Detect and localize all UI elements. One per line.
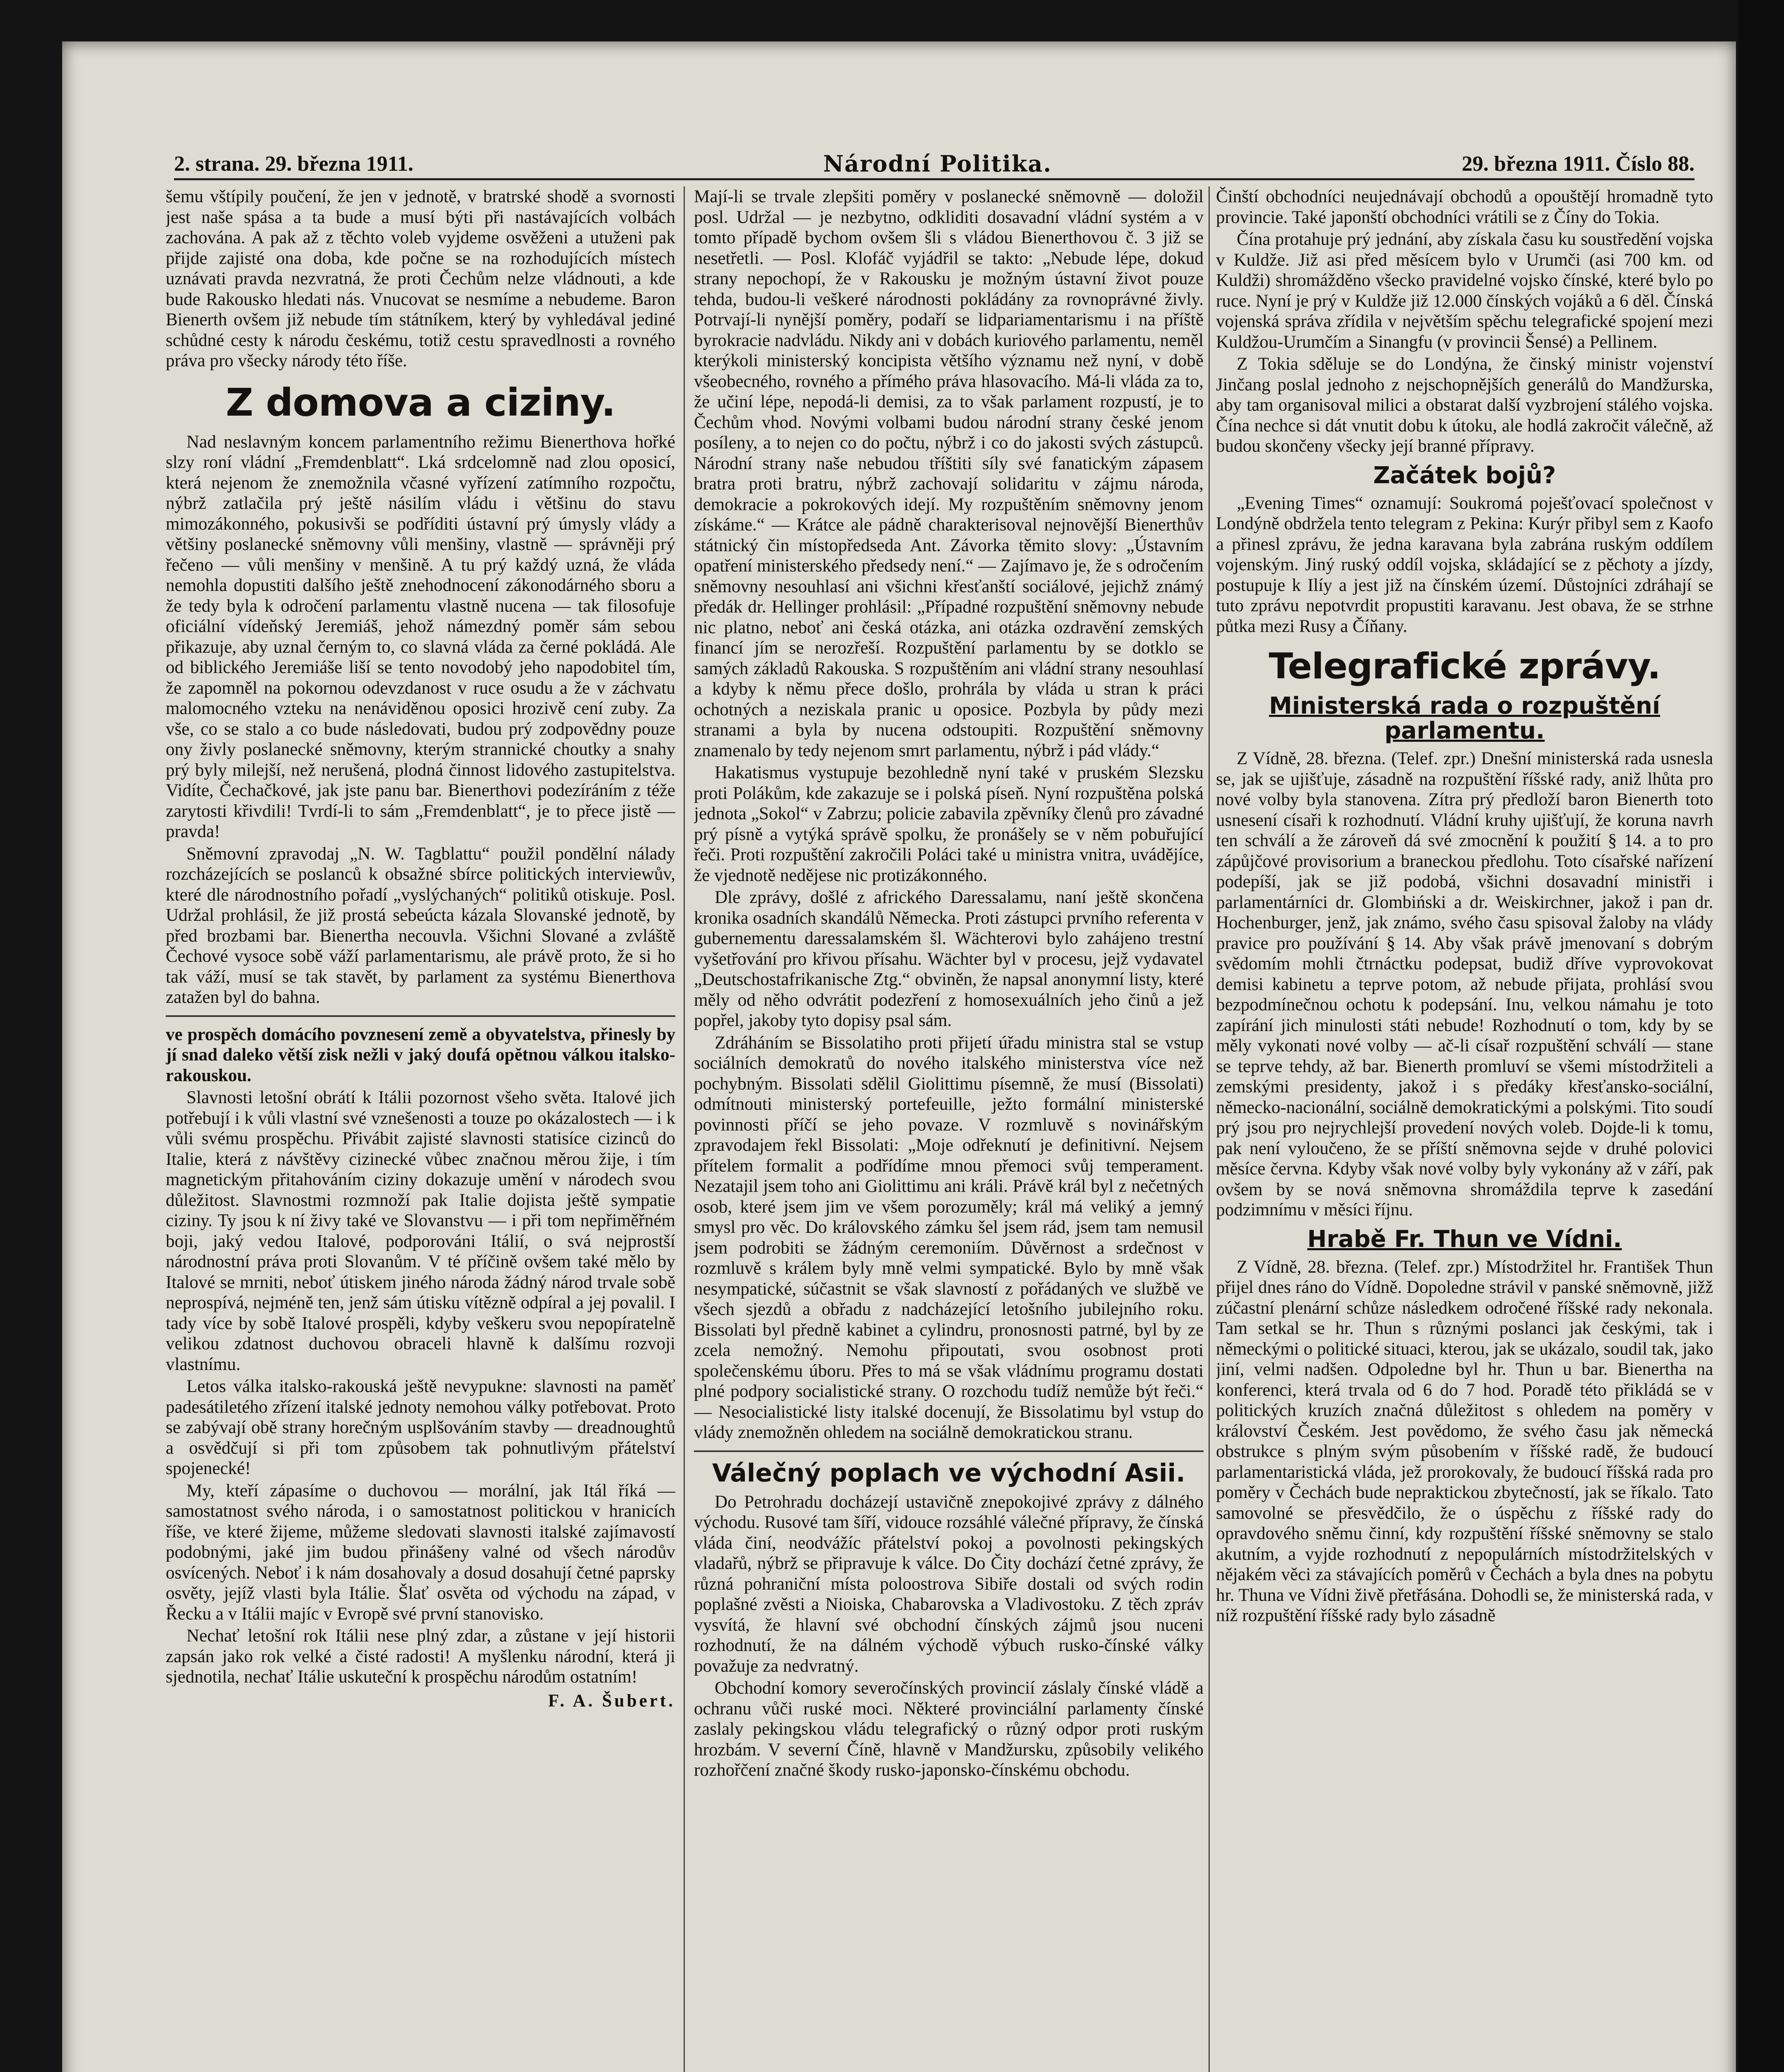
header-right: 29. března 1911. Číslo 88. bbox=[1462, 152, 1695, 176]
paragraph: Nad neslavným koncem parlamentního režimu Bienerthova hořké slzy roní vládní „Fremdenblatt“. Lká srdcelomně nad zlou oposicí, která nejenom že znemožnila včasné vyřízení zatímního rozpočtu, nýbrž zatlačila prý ještě násilím vládu i většinu do stavu mimozákonného, pokusivši se podříditi ústavní prý úmysly vlády a většiny poslanecké sněmovny vůli menšiny, vlastně — správněji prý řečeno — vůli menšiny v menšině. A tu prý každý uzná, že vláda nemohla dopustiti dalšího ještě znehodnocení zákonodárného sboru a že tedy byla k odročení parlamentu vlastně nucena — tak filosofuje oficiální vídeňský Jeremiáš, jehož námezdný poměr sám sebou přikazuje, aby uznal černým to, co slavná vláda za černé pokládá. Ale od biblického Jeremiáše liší se tento novodobý jeho napodobitel tím, že zapomněl na pokornou odevzdanost v ruce osudu a že v záchvatu malomocného vzteku na nenáviděnou oposici hrozivě cení zuby. Za vše, co se stalo a co bude následovati, budou prý zodpovědny pouze ony živly poslanecké sněmovny, kterým strannické choutky a snahy prý byly milejší, než nerušená, plodná činnost lidového zastupitelstva. Vidíte, Čechačkové, jak jste panu bar. Bienerthovi podezíráním z téže zarytosti křivdili! Tvrdí-li to sám „Fremdenblatt“, je to přece jistě — pravda! bbox=[166, 432, 675, 841]
paragraph: Obchodní komory severočínských provincií záslaly čínské vládě a ochranu vůči ruské moci. Některé provinciální parlamenty čínské zaslaly pekingskou vládu telegrafický o různý odpor proti ruským hrozbám. V severní Číně, hlavně v Mandžursku, způsobily velikého rozhořčení značné škody rusko-japonsko-čínskému obchodu. bbox=[694, 1678, 1204, 1780]
column-rule-2 bbox=[1209, 186, 1210, 2072]
separator bbox=[166, 1015, 675, 1017]
subheading-ministerska-rada: Ministerská rada o rozpuštění parlamentu. bbox=[1269, 692, 1661, 744]
paragraph: Sněmovní zpravodaj „N. W. Tagblattu“ použil pondělní nálady rozcházejících se poslanců k obsažné sbírce politických interviewův, které dle národnostního pořadí „vyslýchaných“ politiků otiskuje. Posl. Udržal prohlásil, že již prostá sebeúcta kázala Slovanské jednotě, by před brozbami bar. Bienertha necouvla. Všichni Slované a zvláště Čechové vysoce sobě váží parlamentarismu, ale právě proto, že si ho tak váží, musí se tak stavět, by parlament za systému Bienerthova zatažen byl do bahna. bbox=[166, 844, 675, 1007]
column-rule-1 bbox=[684, 186, 685, 2072]
paragraph: My, kteří zápasíme o duchovou — morální, jak Itál říká — samostatnost svého národa, i o samostatnost politickou v hranicích říše, ve které žijeme, můžeme sledovati slavnosti italské zajímavostí podobnými, jaké jim budou přinášeny valné od všech národův osvícených. Neboť i k nám dosahovaly a dosud dosahují četné paprsky osvěty, jejíž vlasti byla Itálie. Šlať osvěta od východu na západ, v Řecku a v Itálii majíc v Evropě své první stanovisko. bbox=[166, 1481, 675, 1624]
paragraph: Hakatismus vystupuje bezohledně nyní také v pruském Slezsku proti Polákům, kde zakazuje se i polská píseň. Nyní rozpuštěna polská jednota „Sokol“ v Zabrzu; policie zabavila zpěvníky členů pro závadné prý písně a vytýká správě spolku, že pronášely se v něm pobuřující řeči. Proti rozpuštění zakročili Poláci také u ministra vnitra, uvádějíce, že vjednotě nedějese nic protizákonného. bbox=[694, 763, 1204, 885]
section-title-asie: Válečný poplach ve východní Asii. bbox=[712, 1458, 1186, 1488]
page-header bbox=[174, 149, 1695, 180]
paragraph: Činští obchodníci neujednávají obchodů a opouštějí hromadně tyto provincie. Také japonští obchodníci vrátili se z Číny do Tokia. bbox=[1216, 187, 1713, 227]
paragraph: ve prospěch domácího povznesení země a obyvatelstva, přinesly by jí snad daleko větší zisk nežli v jaký doufá opětnou válkou italsko-rakouskou. bbox=[166, 1024, 675, 1085]
column-1 bbox=[166, 186, 675, 2072]
paragraph: šemu vštípily poučení, že jen v jednotě, v bratrské shodě a svornosti jest naše spása a ta bude a musí býti při nastávajících volbách zachována. A pak až z těchto voleb vyjdeme osvěženi a utuženi pak přijde zajisté ona doba, kde počne se na rozhodujících místech uznávati pravda nezvratná, že proti Čechům nelze vládnouti, a kde bude Rakousko hledati nás. Vnucovat se nesmíme a nebudeme. Baron Bienerth ovšem již nebude tím státníkem, který by vyhledával jediné schůdné cesty k národu českému, totiž cestu spravedlnosti a rovného práva pro všecky národy této říše. bbox=[166, 187, 675, 370]
paragraph: „Evening Times“ oznamují: Soukromá poješťovací společnost v Londýně obdržela tento telegram z Pekina: Kurýr přibyl sem z Kaofo a přinesl zprávu, že jedna karavana byla zabrána ruským oddílem vojenským. Jiný ruský oddíl vojska, skládající se z pěchoty a jízdy, postupuje k Ilíy a jest již na čínském území. Důstojníci zdráhají se tuto zprávu nepotvrdit propustiti karavanu. Jest obava, že se strhne půtka mezi Rusy a Číňany. bbox=[1216, 493, 1713, 636]
paragraph: Slavnosti letošní obrátí k Itálii pozornost všeho světa. Italové jich potřebují i k vůli vlastní své vznešenosti a touze po okázalostech — i k vůli svému prospěchu. Přivábit zajisté slavnosti statisíce cizinců do Italie, která z návštěvy cizinecké vůbec značnou měrou žije, i tím magnetickým přitahováním ciziny dokazuje umění v národech svou důležitost. Slavnostmi rozmnoží pak Italie dojista ještě sympatie ciziny. Ty jsou k ní živy také ve Slovanstvu — i při tom nepřiměřném boji, jaký vedou Italové, podporováni Itálií, o svá nejprostší národnostní práva proti Slovanům. V té příčině ovšem také mělo by Italové se mrniti, neboť útiskem jiného národa žádný národ trvale sobě neprospívá, nejméně ten, jenž sám útisku vítězně odpíral a jej povalil. I tady více by sobě Italové prospěli, kdyby veškeru svou nepopíratelně velikou zdatnost duchovou obraceli hlavně k dalšímu rozvoji vlastnímu. bbox=[166, 1088, 675, 1374]
column-2 bbox=[694, 186, 1204, 2072]
paragraph: Do Petrohradu docházejí ustavičně znepokojivé zprávy z dálného východu. Rusové tam šíří, vidouce rozsáhlé válečné přípravy, že čínská vláda činí, neodvážíc přátelství pokoj a povolnosti pekingských vladařů, nýbrž se připravuje k válce. Do Čity dochází četné zprávy, že různá pohraniční místa poloostrova Sibiře dostali od svých rodin poplašné zvěsti a Nioiska, Chabarovska a Vladivostoku. Z těch zpráv vysvítá, že hlavní své obchodní čínských zájmů jsou nuceni rozhodnutí, že na dálném východě výbuch rusko-čínské války považuje za nedvratný. bbox=[694, 1492, 1204, 1676]
paragraph: Z Vídně, 28. března. (Telef. zpr.) Místodržitel hr. František Thun přijel dnes ráno do Vídně. Dopoledne strávil v panské sněmovně, jižž zúčastní plenární schůze následkem odročené říšské rady nekonala. Tam setkal se hr. Thun s různými poslanci jak českými, tak i německými o politické situaci, kterou, jak se ukázalo, soudil tak, jako jiní, velmi nadšen. Odpoledne byl hr. Thun u bar. Bienertha na konferenci, která trvala od 6 do 7 hod. Poradě této přikládá se v politických kruzích značná důležitost s ohledem na poměry v království Českém. Jest povědomo, že svého času jak německá obstrukce s plným svým působením v říšské radě, že budoucí parlamentaristická vláda, jež prorokovaly, že budoucí říšská rada pro poměry v Čechách bude nepraktickou zbytečností, jak se říkalo. Tato samovolné se přesvědčilo, že o úspěchu z říšské rady do opravdového sněmu činní, kdy rozpuštění říšské sněmovny se stalo akutním, a vyjde rozhodnutí z nepopulárních místodržitelských v nějakém věci za stávajících poměrů v Čechách a byla dnes na pobytu hr. Thuna ve Vídni živě přetřásána. Dohodli se, že ministerská rada, v níž rozpuštění říšské rady bylo zásadně bbox=[1216, 1257, 1713, 1625]
paragraph: Nechať letošní rok Itálii nese plný zdar, a zůstane v její historii zapsán jako rok velké a čisté radosti! A myšlenku národní, která ji sjednotila, nechať Itálie uskuteční k prospěchu národům ostatním! bbox=[166, 1626, 675, 1687]
scan-edge bbox=[1738, 0, 1784, 2072]
section-title-domova: Z domova a ciziny. bbox=[225, 380, 616, 425]
subheading-zacatek-boju: Začátek bojů? bbox=[1373, 462, 1556, 489]
separator bbox=[694, 1450, 1204, 1452]
paragraph: Z Tokia sděluje se do Londýna, že činský ministr vojenství Jinčang poslal jednoho z nejschopnějších generálů do Mandžurska, aby tam organisoval milici a obstarat další vyzbrojení stálého vojska. Čína nechce si dát vnutit dobu k útoku, ale hodlá zakročit válečně, až budou skončeny všecky její branné přípravy. bbox=[1216, 354, 1713, 456]
paragraph: Dle zprávy, došlé z afrického Daressalamu, naní ještě skončena kronika osadních skandálů Německa. Proti zástupci prvního referenta v gubernementu daressalamském šl. Wächterovi bylo zahájeno trestní vyšetřování pro křivou přísahu. Wächter byl v procesu, jejž vydavatel „Deutschostafrikanische Ztg.“ obviněn, že napsal anonymní listy, které měly od něho odvrátit podezření z homosexuálních jeho činů a jež popřel, jakoby tyto dopisy psal sám. bbox=[694, 888, 1204, 1030]
paragraph: Z Vídně, 28. března. (Telef. zpr.) Dnešní ministerská rada usnesla se, jak se ujišťuje, zásadně na rozpuštění říšské rady, aniž lhůta pro nové volby byla stanovena. Zítra prý předloží baron Bienerth toto usnesení císaři k rozhodnutí. Vládní kruhy ujišťují, že koruna navrh ten schválí a že zároveň dá své zmocnění k použití § 14. a to pro zápůjčové provisorium a braneckou předlohu. Toto císařské nařízení podepíší, jak se již podobá, všichni dosavadní ministři i parlamentárníci dr. Glombiński a dr. Weiskirchner, jakož i pan dr. Hochenburger, jenž, jak známo, svého času spisoval žaloby na vlády pravice pro používání § 14. Aby však právě jmenovaní s dobrým svědomím mohli čtrnáctku podepsat, budiž dříve vyprovokovat demisi kabinetu a teprve potom, až nebude přijata, prohlásí svou bezpodmínečnou ochotu k podepsání. Inu, velkou námahu je toto zapírání jich minulosti státi nebude! Rozhodnutí o tom, kdy by se měly vykonati nové volby — ač-li císař rozpuštění schválí — stane se teprve tehdy, až bar. Bienerth promluví se všemi místodržiteli a zemskými presidenty, jakož i s předáky křesťansko-sociální, německo-nacionální, sociálně demokratickými a polskými. Tito soudí prý jsou pro nejrychlejší provedení nových voleb. Dojde-li k tomu, pak není vyloučeno, že se příští sněmovna sejde v druhé polovici měsíce června. Kdyby však nové volby byly vykonány až v září, pak ovšem by se nová sněmovna shromáždila teprve k zasedání podzimnímu v měsíci říjnu. bbox=[1216, 749, 1713, 1220]
paragraph: Letos válka italsko-rakouská ještě nevypukne: slavnosti na paměť padesátiletého zřízení italské jednoty nemohou války potřebovat. Proto se zabývají obě strany horečným usplšováním stavby — dreadnoughtů a osvědčují si při tom způsobem tak pohnutlivým přátelství spojenecké! bbox=[166, 1377, 675, 1478]
section-title-telegraficke: Telegrafické zprávy. bbox=[1269, 646, 1661, 687]
paragraph: Mají-li se trvale zlepšiti poměry v poslanecké sněmovně — doložil posl. Udržal — je nezbytno, odkliditi dosavadní vládní systém a v tomto případě bychom ovšem šli s vládou Bienerthovou č. 3 již se nesetřetli. — Posl. Klofáč vyjádřil se takto: „Nebude lépe, dokud strany nepochopí, že v Rakousku je možným ústavní život pouze tehda, budou-li veškeré národnosti pokládány za rovnoprávné živly. Potrvají-li nynější poměry, podaří se lidpariamentarismu i na příště byrokracie nadvládu. Nikdy ani v dobách kuriového parlamentu, neměl kterýkoli ministerský koncipista většího významu než nyní, v době všeobecného, rovného a přímého práva hlasovacího. Má-li vláda za to, že učiní lépe, nepodá-li demisi, za to však parlament rozpustí, je to Čechům vhod. Novými volbami budou národní strany české jenom posíleny, a to nejen co do počtu, nýbrž i co do jakosti svých zástupců. Národní strany naše nebudou tříštiti síly své fanatickým zápasem bratra proti bratru, nýbrž zachovají solidaritu v zájmu národa, demokracie a pokrokových idejí. My rozpuštěním sněmovny jenom získáme.“ — Krátce ale pádně charakterisoval nejnovější Bienerthův státnický čin místopředseda Ant. Závorka těmito slovy: „Ústavním opatření ministerského předsedy není.“ — Zajímavo je, že s odročením sněmovny nesouhlasí ani všichni křesťanští sociálové, jejichž známý předák dr. Hellinger prohlásil: „Případné rozpuštění sněmovny nebude nic platno, neboť ani česká otázka, ani otázka ozdravění zemských financí jím se nerozřeší. Rozpuštění parlamentu by se dotklo se samých základů Rakouska. S rozpuštěním ani vládní strany nesouhlasí a kdyby k němu přece došlo, prohrála by vláda u stran k práci ochotných a neziskala pranic u oposice. Pozbyla by půdy mezi stranami a byla by nucena odstoupiti. Rozpuštění sněmovny znamenalo by tedy nejenom smrt parlamentu, nýbrž i pád vlády.“ bbox=[694, 187, 1204, 760]
subheading-thun: Hrabě Fr. Thun ve Vídni. bbox=[1307, 1225, 1622, 1253]
paragraph: Čína protahuje prý jednání, aby získala času ku soustředění vojska v Kuldže. Již asi před měsícem bylo v Urumči (asi 700 km. od Kuldži) shromážděno všecko pravidelné vojsko čínské, které bylo po ruce. Nyní je prý v Kuldže již 12.000 čínských vojáků a 6 děl. Čínská vojenská správa zřídila v největším spěchu telegrafické spojení mezi Kuldžou-Urumčím a Sinangfu (v provincii Šensé) a Pellinem. bbox=[1216, 230, 1713, 352]
header-left: 2. strana. 29. března 1911. bbox=[174, 152, 413, 176]
masthead: Národní Politika. bbox=[823, 150, 1052, 177]
paragraph: Zdráháním se Bissolatiho proti přijetí úřadu ministra stal se vstup sociálních demokratů do nového italského ministerstva více než pochybným. Bissolati sdělil Giolittimu písemně, že musí (Bissolati) odmítnouti ministerský portefeuille, ježto formální ministerské povinnosti příčí se jeho povaze. V rozmluvě s novinářským zpravodajem řekl Bissolati: „Moje odřeknutí je definitivní. Nejsem přítelem formalit a podřídíme mnou přemoci svůj temperament. Nezatajil jsem toho ani Giolittimu ani králi. Právě král byl z nečetných osob, které jsem jim ve všem porozuměly; král má veliký a jemný smysl pro věc. Do královského zámku šel jsem rád, jsem tam nemusil jsem podrobiti se žádným ceremoniím. Důvěrnost a srdečnost v rozmluvě s králem byly mně velmi sympatické. Bylo by mně však nesympatické, súčastnit se však slavností z pořádaných ve službě ve všech sjezdů a obřadu z nadcházející letošního jubilejního roku. Bissolati byl předně kabinet a cylindru, pronosnosti patrné, byl by ze zcela nemožný. Nemohu připoutati, svou osobnost proti společenskému úboru. Přes to má se však vládnímu programu dostati plné podpory socialistické strany. O rozchodu tudíž nemůže být řeči.“ — Nesocialistické listy italské docenují, že Bissolatimu byl vstup do vlády znemožněn ohledem na sociálně demokratickou stranu. bbox=[694, 1033, 1204, 1442]
column-3 bbox=[1216, 186, 1713, 2072]
byline: F. A. Šubert. bbox=[548, 1691, 675, 1711]
